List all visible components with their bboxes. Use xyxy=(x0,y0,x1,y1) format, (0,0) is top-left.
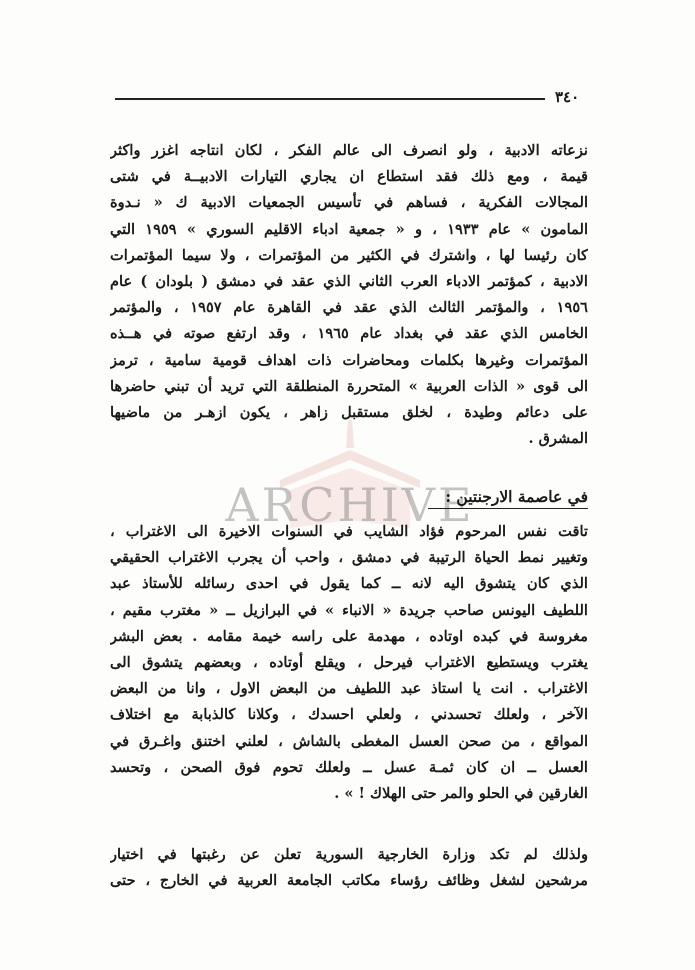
section-heading-text: في عاصمة الارجنتين : xyxy=(445,487,588,506)
text-line: الخامس الذي عقد في بغداد عام ١٩٦٥ ، وقد ارتفع صوته في هــذه xyxy=(110,325,588,343)
heading-underline xyxy=(428,508,588,509)
text-line: الغارقين في الحلو والمر حتى الهلاك ! » . xyxy=(334,785,588,803)
watermark-text: ARCHIVE xyxy=(225,478,475,532)
paragraph-2 xyxy=(110,519,588,807)
text-line: على دعائم وطيدة ، لخلق مستقبل زاهر ، يكون ازهـر من ماضيها xyxy=(110,404,588,422)
text-line: الادبية ، كمؤتمر الادباء العرب الثاني الذي عقد في دمشق ( بلودان ) عام xyxy=(110,273,588,291)
text-line: المشرق . xyxy=(528,430,588,448)
text-line: اللطيف اليونس صاحب جريدة « الانباء » في البرازيل ــ « مغترب مقيم ، xyxy=(110,601,588,619)
text-line: مرشحين لشغل وظائف رؤساء مكاتب الجامعة العربية في الخارج ، حتى xyxy=(110,872,588,890)
text-line: الى قوى « الذات العربية » المتحررة المنطلقة التي تريد أن تبني حاضرها xyxy=(110,377,588,395)
text-line: الآخر ، ولعلك تحسدني ، ولعلي احسدك ، وكلانا كالذبابة مع اختلاف xyxy=(110,706,588,724)
text-line: الذي كان يتشوق اليه لانه ــ كما يقول في احدى رسائله للأستاذ عبد xyxy=(110,575,588,593)
text-line: المواقع ، من صحن العسل المغطى بالشاش ، لعلني اختنق واغـرق في xyxy=(110,732,588,750)
text-line: ولذلك لم تكد وزارة الخارجية السورية تعلن عن رغبتها في اختيار xyxy=(110,846,588,863)
page-number: ٣٤٠ xyxy=(555,88,580,106)
section-heading xyxy=(300,487,588,509)
text-line: المامون » عام ١٩٣٣ ، و « جمعية ادباء الاقليم السوري » ١٩٥٩ التي xyxy=(110,220,588,238)
text-line: كان رئيسا لها ، واشترك في الكثير من المؤتمرات ، ولا سيما المؤتمرات xyxy=(110,246,588,264)
text-line: المؤتمرات وغيرها بكلمات ومحاضرات ذات اهداف قومية سامية ، ترمز xyxy=(110,351,588,369)
text-line: يغترب ويستطيع الاغتراب فيرحل ، ويقلع أوتاده ، وبعضهم يتشوق الى xyxy=(110,654,588,672)
text-line: قيمة ، ومع ذلك فقد استطاع ان يجاري التيارات الادبيــة في شتى xyxy=(110,168,588,186)
text-line: وتغيير نمط الحياة الرتيبة في دمشق ، واحب أن يجرب الاغتراب الحقيقي xyxy=(110,549,588,567)
text-line: المجالات الفكرية ، فساهم في تأسيس الجمعيات الادبية ك « نـدوة xyxy=(110,194,588,212)
text-line: الاغتراب . انت يا استاذ عبد اللطيف من البعض الاول ، وانا من البعض xyxy=(110,680,588,698)
text-line: العسل ــ ان كان ثمـة عسل ــ ولعلك تحوم فوق الصحن ، وتحسد xyxy=(110,758,588,776)
text-line: تاقت نفس المرحوم فؤاد الشايب في السنوات الاخيرة الى الاغتراب ، xyxy=(110,523,588,540)
text-line: نزعاته الادبية ، ولو انصرف الى عالم الفكر ، لكان انتاجه اغزر واكثر xyxy=(110,142,588,159)
header-rule xyxy=(115,98,545,100)
paragraph-1 xyxy=(110,138,588,452)
text-line: مغروسة في كبده اوتاده ، مهدمة على راسه خيمة مقامه . بعض البشر xyxy=(110,627,588,645)
paragraph-3 xyxy=(110,842,588,894)
text-line: ١٩٥٦ ، والمؤتمر الثالث الذي عقد في القاهرة عام ١٩٥٧ ، والمؤتمر xyxy=(110,299,588,317)
